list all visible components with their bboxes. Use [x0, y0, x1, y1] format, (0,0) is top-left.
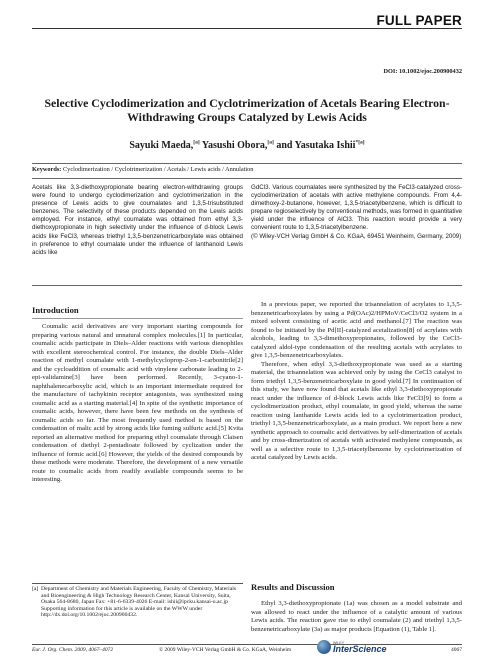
section-label: FULL PAPER: [376, 13, 462, 28]
author-name: Sayuki Maeda,: [129, 140, 194, 151]
keywords-rule-top: [32, 163, 462, 164]
article-title: Selective Cyclodimerization and Cyclotrimerization of Acetals Bearing Electron-Withdrawing Groups Catalyzed by Lewis Acids: [44, 96, 450, 124]
results-paragraph: Ethyl 3,3-diethoxypropionate (1a) was chosen as a model substrate and was allowed to react under the influence of a catalytic amount of various Lewis acids. The reaction gave rise to ethyl coumalate (2) and triethyl 1,3,5-benzenetricarboxylate (3a) as major products [Equation (1), Table 1].: [251, 600, 462, 633]
keywords: [32, 166, 462, 173]
intro-heading: Introduction: [32, 305, 79, 315]
author-affiliation-mark: *[a]: [355, 139, 365, 146]
abstract-right: [251, 184, 462, 241]
author-affiliation-mark: [a]: [267, 139, 274, 146]
footnote-text: Supporting information for this article is available on the WWW under http://dx.doi.org/10.1002/ejoc.200900432.: [41, 605, 203, 618]
interscience-label: InterScience: [333, 644, 387, 654]
footnote-text: Department of Chemistry and Materials Engineering, Faculty of Chemistry, Materials and Bioengineering & High Technology Research Center, Kansai University, Suita, Osaka 564-8680, Japan Fax: +81-6-6339-4026 E-mail: ishii@ipcku.kansai-u.ac.jp: [41, 586, 237, 605]
intro-paragraph: Coumalic acid derivatives are very important starting compounds for preparing various natural and unnatural complex molecules.[1] In particular, coumalic acids participate in Diels–Alder reactions with various dienophiles with excellent stereochemical control. For instance, the double Diels–Alder reaction of methyl coumalate with 1-methylcycloprop-2-en-1-carbonitrile[2] and the cycloaddition of coumalic acid with vinylene carbonate leading to 2-epi-validamine[3] have been performed. Recently, 3-cyano-1-naphthalenecarboxylic acid, which is an important intermediate required for the manufacture of tachykinin receptor antagonists, was synthesized using coumalic acid as a starting material.[4] In spite of the synthetic importance of coumalic acids, however, there have been few methods on the synthesis of coumalic acids so far. The most frequently used method is based on the condensation of malic acid by strong acids like fuming sulfuric acid.[5] Kvita reported an alternative method for preparing ethyl coumalate through Claisen condensation of diethyl 2-pentadioate followed by cyclization under the influence of formic acid.[6] However, the yields of the desired compounds by these methods were moderate. Therefore, the development of a new versatile route to coumalic acids from readily available compounds seems to be interesting.: [32, 323, 243, 483]
footer-copyright: © 2009 Wiley-VCH Verlag GmbH & Co. KGaA, Weinheim: [159, 647, 292, 653]
abstract-copyright: (© Wiley-VCH Verlag GmbH & Co. KGaA, 69451 Weinheim, Germany, 2009): [251, 232, 462, 240]
header-rule: [32, 28, 462, 29]
wiley-label: WILEY: [333, 641, 345, 645]
intro-paragraph: Therefore, when ethyl 3,3-diethoxypropionate was used as a starting material, the trisannelation was achieved only by using the CeCl3 catalyst to form triethyl 1,3,5-benzenetricarboxylate in good yield.[7] In continuation of this study, we have now found that acetals like ethyl 3,3-diethoxypropionate react under the influence of d-block Lewis acids like FeCl3[9] to form a cyclodimerization product, ethyl coumalate, in good yield, whereas the same reaction using lanthanide Lewis acids led to a cyclotrimerization product, triethyl 1,3,5-benzenetricarboxylate, as a main product. We report here a new synthetic approach to coumalic acid derivatives by self-dimerization of acetals and by cross-dimerization of acetals with activated methylene compounds, as well as a selective route to 1,3,5-triacetylbenzene by cyclotrimerization of acetal catalyzed by Lewis acids.: [251, 360, 462, 461]
keywords-rule-bottom: [32, 178, 462, 179]
footnotes: [32, 586, 243, 619]
intro-left-column: [32, 323, 243, 485]
keywords-label: Keywords:: [32, 166, 62, 173]
intro-right-column: [251, 301, 462, 463]
footnote-supporting-info: [32, 606, 243, 619]
footer-journal-citation: Eur. J. Org. Chem. 2009, 4067–4072: [32, 647, 114, 653]
author-affiliation-mark: [a]: [193, 139, 200, 146]
results-column: [251, 600, 462, 634]
interscience-logo: [317, 640, 387, 654]
footnote-mark: [32, 606, 41, 619]
footnote-rule: [32, 583, 243, 584]
interscience-wordmark: [333, 640, 387, 654]
footnote-mark: [a]: [32, 586, 39, 592]
footer-rule: [32, 644, 462, 645]
keywords-list: Cyclodimerization / Cyclotrimerization / Acetals / Lewis acids / Annulation: [62, 166, 254, 173]
author-name: and Yasutaka Ishii: [276, 140, 356, 151]
abstract-right-text: GdCl3. Various coumalates were synthesized by the FeCl3-catalyzed cross-cyclodimerization of acetals with active methylene compounds. From 4,4-dimethoxy-2-butanone, however, 1,3,5-triacetylbenzene, which is difficult to prepare regioselectively by conventional methods, was formed in quantitative yield under the influence of AlCl3. This reaction would provide a very convenient route to 1,3,5-triacetylbenzene.: [251, 184, 462, 232]
intro-heading-rule: [32, 318, 243, 319]
intro-paragraph: In a previous paper, we reported the trisannelation of acrylates to 1,3,5-benzenetricarboxylates by using a Pd(OAc)2/HPMoV/CeCl3/O2 system in a mixed solvent consisting of acetic acid and methanol.[7] The reaction was found to be initiated by the Pd[II]-catalyzed acetalization[8] of acrylates with alcohols, leading to 3,3-dimethoxypropionates, followed by the CeCl3-catalyzed aldol-type condensation of the resulting acetals with acrylates to give 1,3,5-benzenetricarboxylates.: [251, 301, 462, 359]
doi: DOI: 10.1002/ejoc.200900432: [383, 68, 462, 75]
abstract-rule: [32, 285, 462, 286]
results-heading: Results and Discussion: [251, 582, 335, 592]
page-number: 4067: [451, 647, 462, 653]
footnote-affiliation: [32, 586, 243, 606]
author-name: Yasushi Obora,: [201, 140, 268, 151]
author-list: [40, 140, 454, 151]
globe-icon: [317, 640, 331, 654]
abstract-left: Acetals like 3,3-diethoxypropionate bearing electron-withdrawing groups were found to undergo cyclodimerization and cyclotrimerization in the presence of Lewis acids to give coumalates and 1,3,5-trisubstituted benzenes. The selectivity of these products depended on the Lewis acids employed. For instance, ethyl coumalate was obtained from ethyl 3,3-diethoxypropionate in high selectivity under the influence of d-block Lewis acids like FeCl3, whereas triethyl 1,3,5-benzenetricarboxylate was obtained in preference to ethyl coumalate under the influence of lanthanoid Lewis acids like: [32, 184, 243, 256]
